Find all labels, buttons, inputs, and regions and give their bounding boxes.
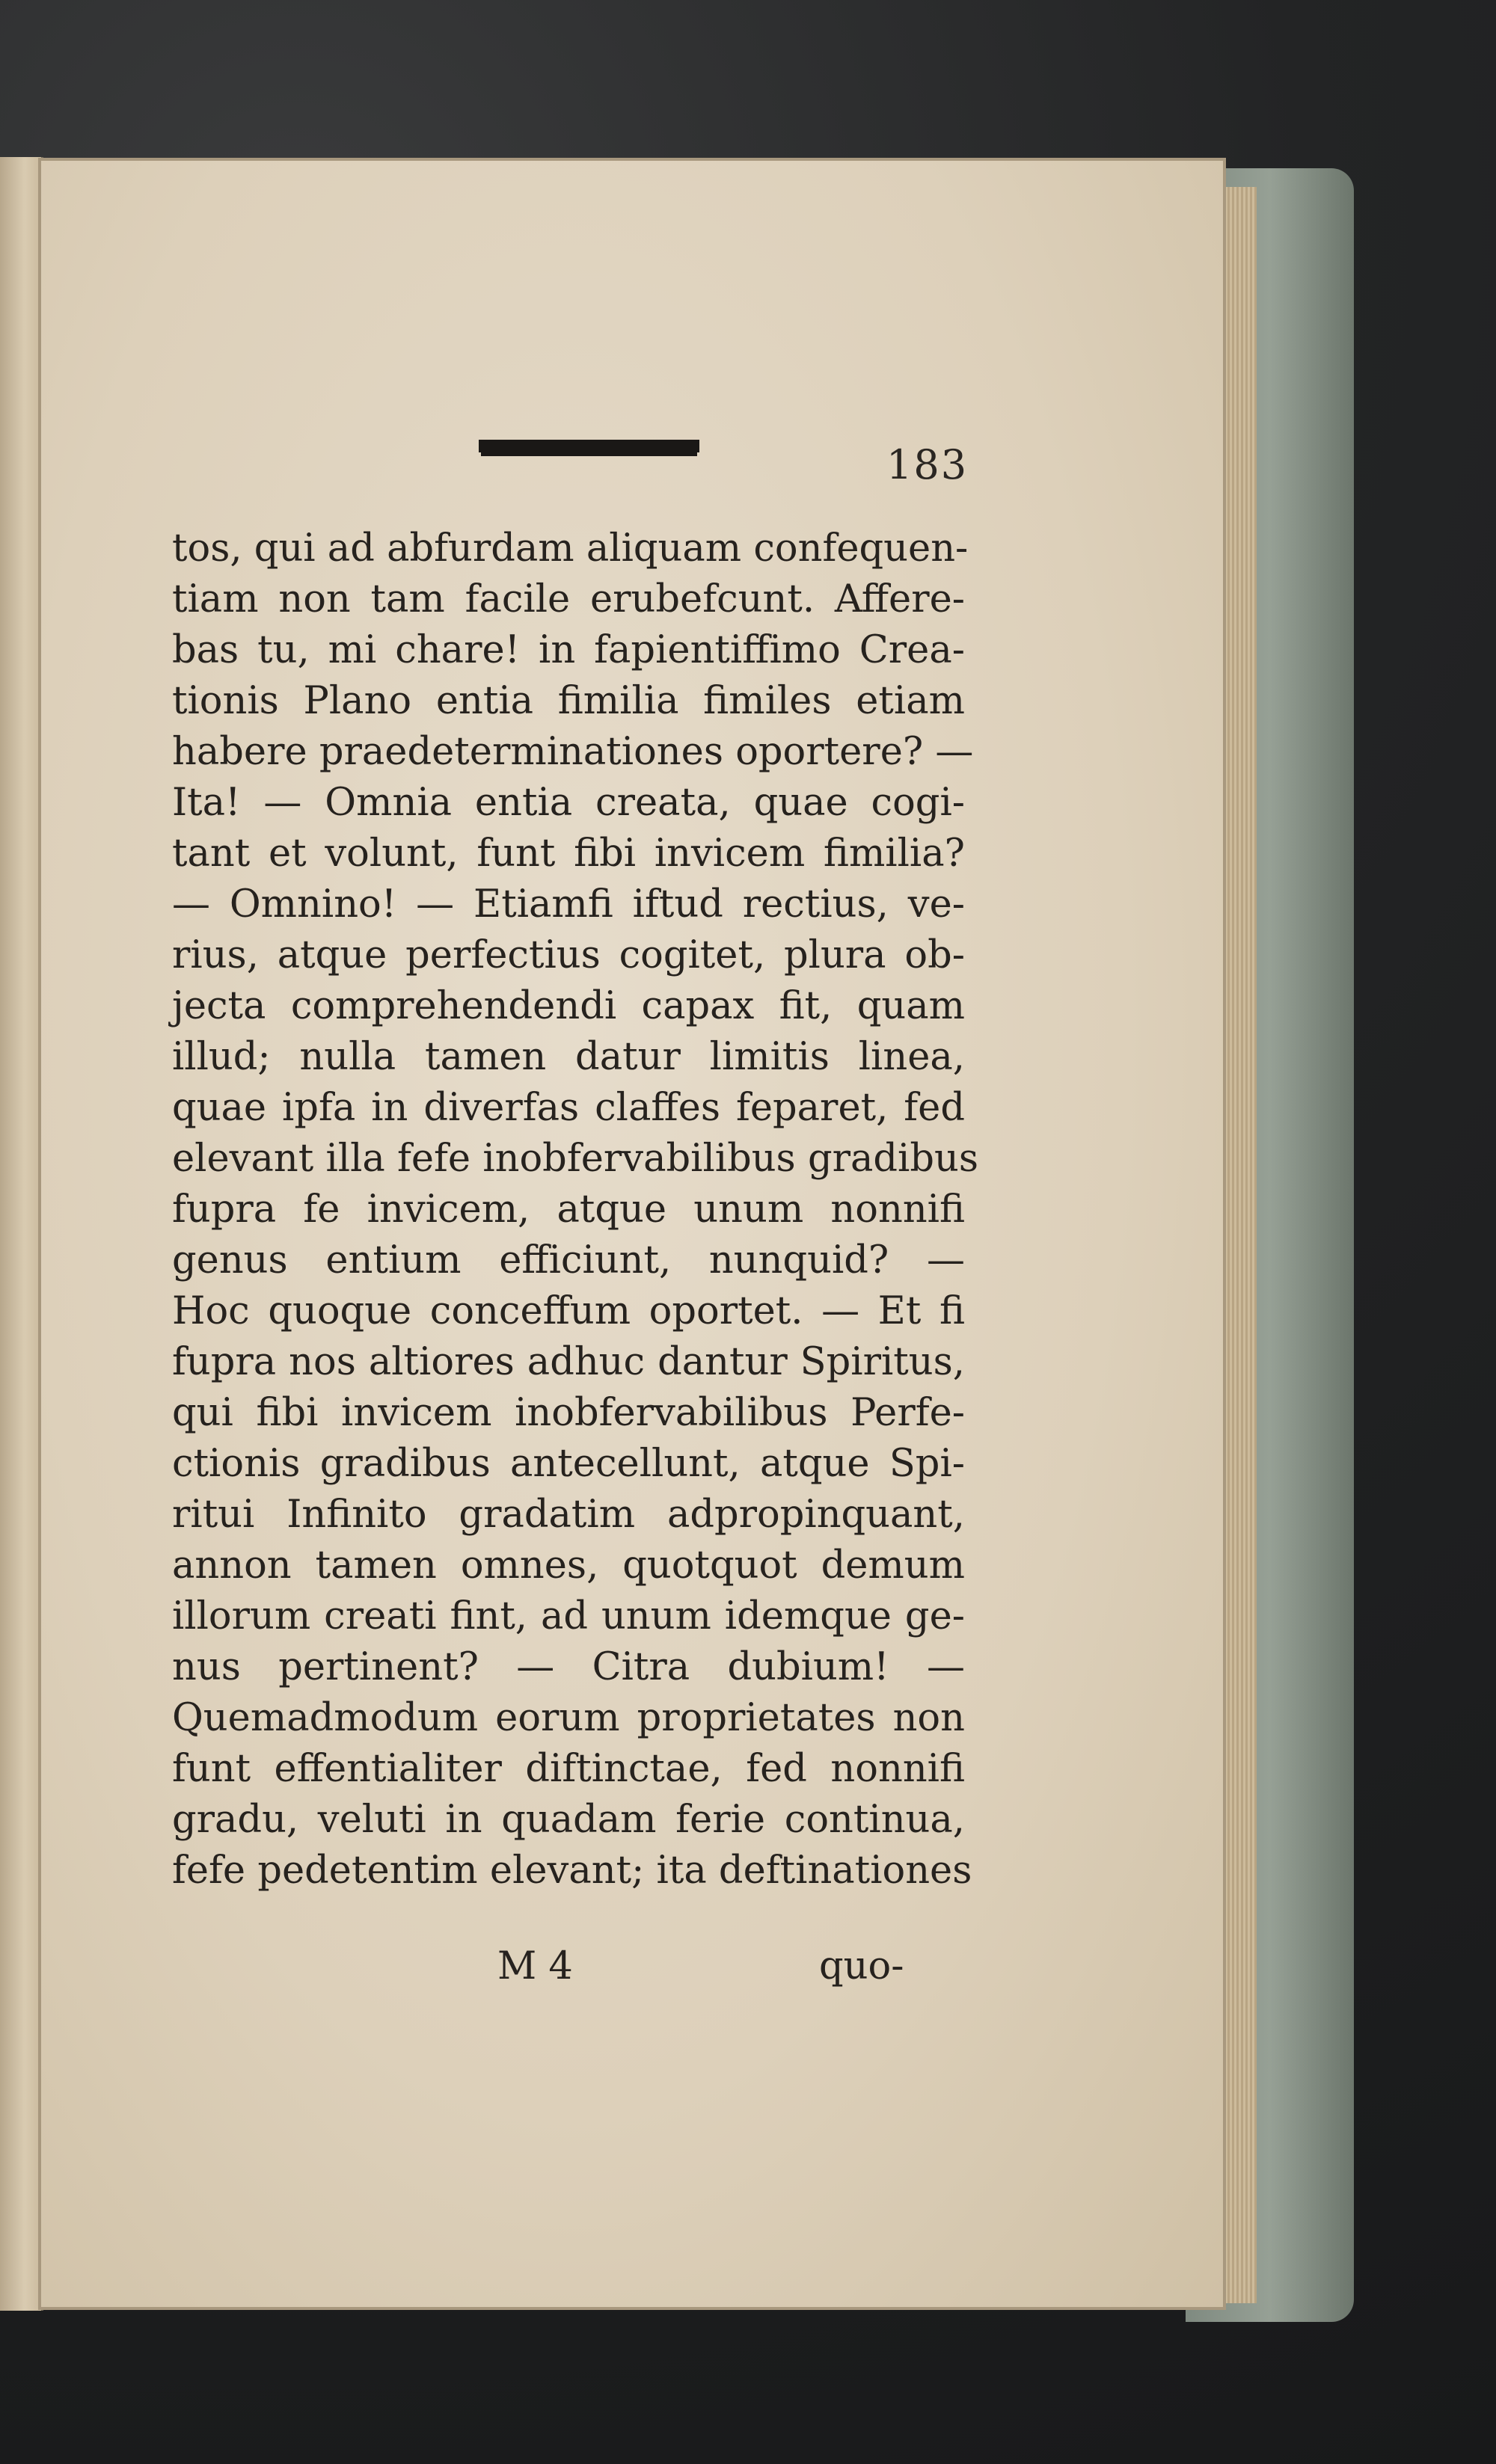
text-line: bas tu, mi chare! in fapientiffimo Crea-	[172, 628, 965, 672]
text-line: rius, atque perfectius cogitet, plura ob-	[172, 933, 965, 977]
page-number: 183	[886, 441, 969, 488]
text-line: quae ipfa in diverfas claffes feparet, fed	[172, 1086, 965, 1130]
text-line: tant et volunt, funt fibi invicem fimilia?	[172, 832, 965, 876]
catchword: quo-	[819, 1944, 904, 1988]
text-line: illorum creati fint, ad unum idemque ge-	[172, 1594, 965, 1638]
text-line: — Omnino! — Etiamfi iftud rectius, ve-	[172, 882, 965, 927]
text-line: fupra nos altiores adhuc dantur Spiritus,	[172, 1340, 965, 1384]
text-line: annon tamen omnes, quotquot demum	[172, 1543, 965, 1588]
text-line: tos, qui ad abfurdam aliquam confequen-	[172, 526, 969, 571]
text-line: elevant illa fefe inobfervabilibus gradibus	[172, 1137, 978, 1181]
text-line: habere praedeterminationes oportere? —	[172, 730, 974, 774]
text-line: jecta comprehendendi capax fit, quam	[172, 984, 965, 1028]
text-line: Quemadmodum eorum proprietates non	[172, 1696, 965, 1740]
previous-page-edge	[0, 157, 43, 2311]
signature-mark: M 4	[497, 1944, 573, 1988]
text-line: genus entium efficiunt, nunquid? —	[172, 1238, 965, 1282]
text-line: tiam non tam facile erubefcunt. Affere-	[172, 577, 965, 621]
text-line: fupra fe invicem, atque unum nonnifi	[172, 1188, 965, 1232]
text-line: tionis Plano entia fimilia fimiles etiam	[172, 679, 965, 723]
text-line: fefe pedetentim elevant; ita deftinationes	[172, 1849, 972, 1893]
header-rule	[479, 440, 699, 452]
text-line: gradu, veluti in quadam ferie continua,	[172, 1798, 965, 1842]
text-line: ctionis gradibus antecellunt, atque Spi-	[172, 1442, 965, 1486]
body-text	[172, 523, 978, 1896]
text-line: Ita! — Omnia entia creata, quae cogi-	[172, 781, 965, 825]
text-line: funt effentialiter diftinctae, fed nonnifi	[172, 1747, 965, 1791]
text-line: ritui Infinito gradatim adpropinquant,	[172, 1493, 965, 1537]
text-line: nus pertinent? — Citra dubium! —	[172, 1645, 965, 1689]
text-line: illud; nulla tamen datur limitis linea,	[172, 1035, 965, 1079]
text-line: qui fibi invicem inobfervabilibus Perfe-	[172, 1391, 965, 1435]
text-line: Hoc quoque conceffum oportet. — Et fi	[172, 1289, 965, 1333]
